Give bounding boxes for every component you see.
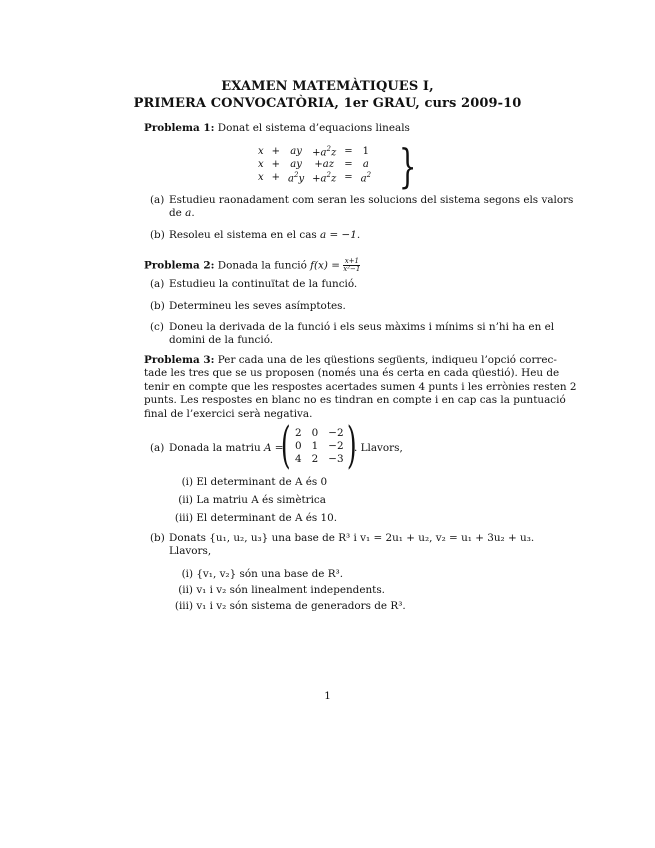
- matrix-cell: 1: [311, 439, 319, 452]
- left-paren: (: [280, 416, 291, 474]
- problem-2-intro: Problema 2: Donada la funció f(x) = $\frac{x+1}{\text{x²−1}}$: [144, 257, 361, 273]
- problem-3-a-iii: (iii) El determinant de A és 10.: [174, 512, 338, 524]
- problem-1-intro-text: Donat el sistema d’equacions lineals: [217, 122, 410, 134]
- matrix-cell: 4: [295, 452, 302, 465]
- equation-system: x + ay $+a^2z$ = 1 x + ay +az = a x + $a^2y$ $+a^2z$ = $a^2$: [258, 145, 372, 185]
- matrix-cell: −2: [328, 439, 344, 452]
- right-brace: }: [398, 139, 417, 193]
- problem-3-intro: Problema 3: Per cada una de les qüestions següents, indiqueu l’opció correc- tade les tres que se us proposen (només una és certa en cada qüestió). Heu de tenir en compte que les respostes acertades sumen 4 punts i les errònies resten 2 punts. Les respostes en blanc no es tindran en compte i en cap cas la puntuació final de l’exercici serà negativa.: [144, 354, 577, 420]
- matrix-after-text: . Llavors,: [354, 442, 403, 454]
- matrix-cell: 0: [311, 426, 319, 439]
- problem-3-a-i: (i) El determinant de A és 0: [181, 476, 328, 488]
- matrix-A: [280, 416, 357, 474]
- title-line-1: EXAMEN MATEMÀTIQUES I,: [221, 79, 434, 94]
- matrix-cell: −2: [328, 426, 344, 439]
- matrix-cell: 0: [295, 439, 302, 452]
- matrix-cell: 2: [311, 452, 319, 465]
- fraction: $\frac{x+1}{\text{x²−1}}$: [343, 257, 361, 273]
- title-line-2: PRIMERA CONVOCATÒRIA, 1er GRAU, curs 2009-10: [133, 96, 522, 111]
- problem-2-heading: Problema 2:: [144, 259, 215, 272]
- problem-3-heading: Problema 3:: [144, 354, 215, 366]
- matrix-cell: −3: [328, 452, 344, 465]
- problem-1-intro: [144, 122, 512, 135]
- problem-3-b-iii: (iii) v₁ i v₂ són sistema de generadors de R³.: [174, 600, 406, 612]
- right-paren: ): [346, 416, 357, 474]
- problem-3-b-i: (i) {v₁, v₂} són una base de R³.: [181, 568, 344, 580]
- problem-1-heading: Problema 1:: [144, 122, 215, 134]
- page-number: 1: [324, 690, 331, 702]
- problem-3-a-ii: (ii) La matriu A és simètrica: [178, 494, 326, 506]
- matrix-cell: 2: [295, 426, 302, 439]
- problem-3-b-ii: (ii) v₁ i v₂ són linealment independents.: [178, 584, 385, 596]
- exam-page: EXAMEN MATEMÀTIQUES I, PRIMERA CONVOCATÒRIA, 1er GRAU, curs 2009-10 Problema 1: Donat el sistema d’equacions lineals x + ay $+a^2z$ = 1 x + ay +az = a x + $a^2y$ $+a^2z$ = $a^2$ } (a) Estudieu raonadament com seran les solucions del sistema segons els valors de a. (b) Resoleu el sistema en el cas a = −1. Problema 2: Donada la funció f(x) = $\frac{x+1}{\text{x²−1}}$ (a) Estudieu la continuïtat de la funció. (b) Determineu les seves asímptotes. (c) Doneu la derivada de la funció i els seus màxims i mínims si n’hi ha en el domini de la funció. Problema 3: Per cada una de les qüestions següents, indiqueu l’opció correc- tade les tres que se us proposen (només una és certa en cada qüestió). Heu de tenir en compte que les respostes acertades sumen 4 punts i les errònies resten 2 punts. Les respostes en blanc no es tindran en compte i en cap cas la puntuació final de l’exercici serà negativa. (a) Donada la matriu A = ( 2 0 −2 0 1 −2 4 2 −3 ) . Llavors, (i) El determinant de A és 0 (ii) La matriu A és simètrica (iii) El determinant de A és 10. (b) Donats {u₁, u₂, u₃} una base de R³ i v₁ = 2u₁ + u₂, v₂ = u₁ + 3u₂ + u₃. Llavors, (i) {v₁, v₂} són una base de R³. (ii) v₁ i v₂ són linealment independents. (iii) v₁ i v₂ són sistema de generadors de R³. 1: [0, 0, 655, 848]
